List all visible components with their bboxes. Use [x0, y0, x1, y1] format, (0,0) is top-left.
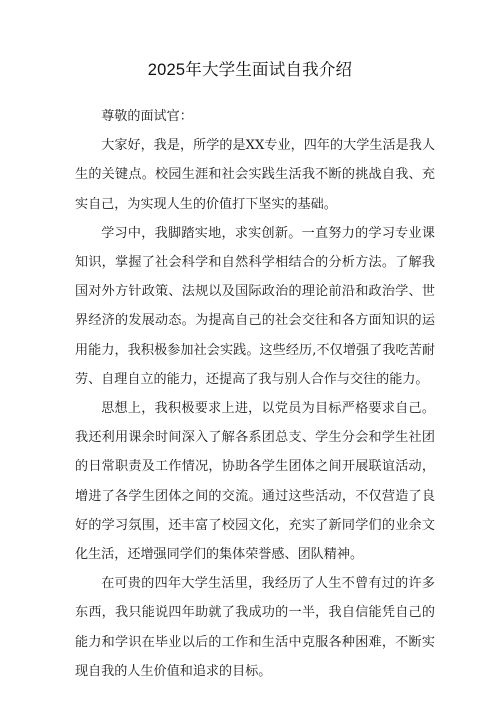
paragraph-intro: 大家好，我是，所学的是XX专业，四年的大学生活是我人生的关键点。校园生涯和社会实践生活我不断的挑战自我、充实自己，为实现人生的价值打下坚实的基础。 [75, 138, 435, 212]
salutation: 尊敬的面试官： [101, 109, 193, 124]
document-body [75, 102, 435, 686]
paragraph-ideology: 思想上，我积极要求上进，以党员为目标严格要求自己。我还利用课余时间深入了解各系团总支、学生分会和学生社团的日常职责及工作情况，协助各学生团体之间开展联谊活动，增进了各学生团体之间的交流。通过这些活动，不仅营造了良好的学习氛围，还丰富了校园文化，充实了新同学们的业余文化生活，还增强同学们的集体荣誉感、团队精神。 [75, 401, 435, 563]
paragraph-conclusion: 在可贵的四年大学生活里，我经历了人生不曾有过的许多东西，我只能说四年助就了我成功的一半，我自信能凭自己的能力和学识在毕业以后的工作和生活中克服各种困难，不断实现自我的人生价值和追求的目标。 [75, 576, 435, 679]
page-title: 2025年大学生面试自我介绍 [147, 61, 353, 79]
paragraph-study: 学习中，我脚踏实地，求实创新。一直努力的学习专业课知识，掌握了社会科学和自然科学相结合的分析方法。了解我国对外方针政策、法规以及国际政治的理论前沿和政治学、世界经济的发展动态。为提高自己的社会交往和各方面知识的运用能力，我积极参加社会实践。这些经历,不仅增强了我吃苦耐劳、自理自立的能力，还提高了我与别人合作与交往的能力。 [75, 225, 435, 387]
